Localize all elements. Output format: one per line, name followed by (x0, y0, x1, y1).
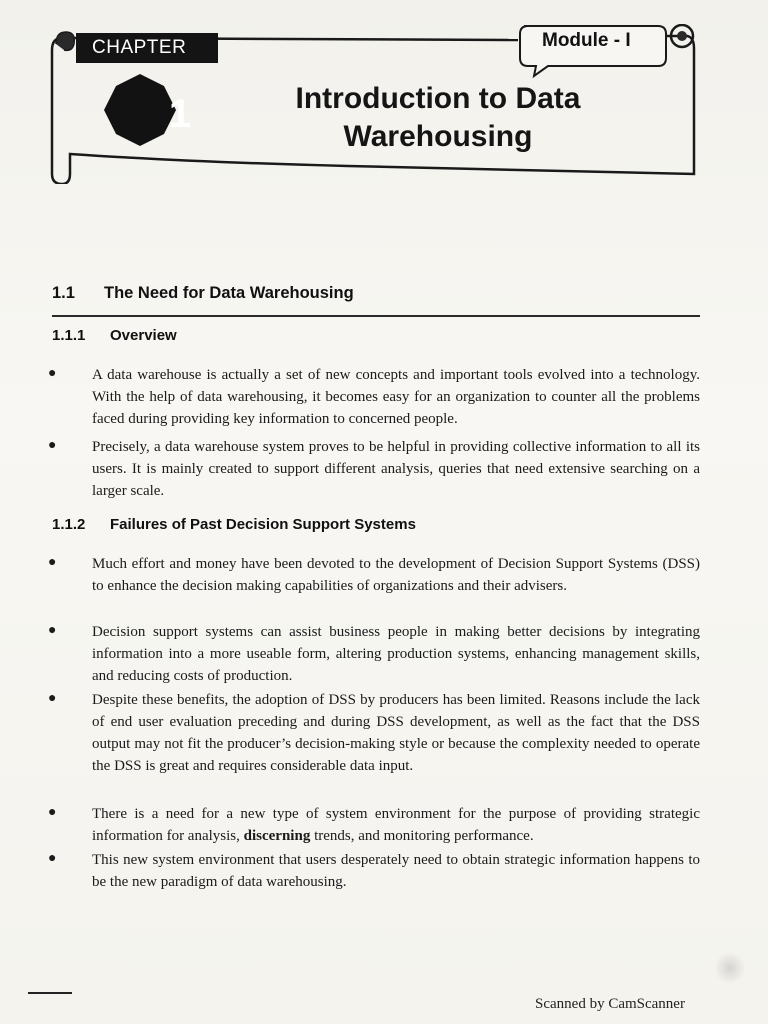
bullet-text: Decision support systems can assist business people in making better decisions by integrating information into a more useable form, altering production systems, enhancing management skills, and reducing costs of production. (92, 624, 700, 684)
bullet-icon: ● (48, 691, 57, 706)
bullet-text-part: There is a need for a new type of system environment for the purpose of providing strategic information for analysis, (92, 806, 700, 844)
chapter-number: 1 (168, 91, 192, 136)
subsection-title: Failures of Past Decision Support Systems (110, 516, 416, 533)
section-heading (52, 284, 354, 303)
chapter-banner (48, 24, 700, 184)
bullet-text: A data warehouse is actually a set of new concepts and important tools evolved into a technology. With the help of data warehousing, it becomes easy for an organization to counter all the problems faced during providing key information to concerned people. (92, 367, 700, 427)
bullet-icon: ● (48, 366, 57, 381)
bullet-icon: ● (48, 805, 57, 820)
bullet-text (92, 803, 700, 847)
chapter-label: CHAPTER (76, 33, 218, 63)
chapter-title-line2: Warehousing (343, 120, 533, 153)
bullet-text-part: trends, and monitoring performance. (310, 828, 534, 844)
section-title: The Need for Data Warehousing (104, 284, 354, 302)
subsection-number: 1.1.1 (52, 327, 86, 344)
bullet-text: Despite these benefits, the adoption of DSS by producers has been limited. Reasons include the lack of end user evaluation preceding and during DSS development, as well as the fact that the DSS output may not fit the producer’s decision-making style or because the complexity needed to operate the DSS is great and requires considerable data input. (92, 692, 700, 774)
chapter-title-line1: Introduction to Data (295, 82, 581, 115)
bold-term: discerning (243, 828, 311, 844)
bullet-icon: ● (48, 623, 57, 638)
bullet-icon: ● (48, 555, 57, 570)
bullet-text: Much effort and money have been devoted to the development of Decision Support Systems (DSS) to enhance the decision making capabilities of organizations and their advisers. (92, 556, 700, 594)
module-label: Module - I (542, 30, 631, 51)
bullet-text: This new system environment that users desperately need to obtain strategic information happens to be the new paradigm of data warehousing. (92, 852, 700, 890)
scan-smudge (716, 950, 744, 986)
section-divider (52, 315, 700, 317)
subsection-title: Overview (110, 327, 177, 344)
footer-mark (28, 992, 72, 994)
section-number: 1.1 (52, 284, 75, 302)
bullet-text: Precisely, a data warehouse system proves to be helpful in providing collective information to all its users. It is mainly created to support different analysis, queries that need extensive searching on a larger scale. (92, 439, 700, 499)
subsection-heading-failures (52, 516, 416, 533)
subsection-heading-overview (52, 327, 177, 344)
subsection-number: 1.1.2 (52, 516, 86, 533)
bullet-icon: ● (48, 851, 57, 866)
chapter-title (248, 80, 628, 156)
bullet-icon: ● (48, 438, 57, 453)
scanner-watermark: Scanned by CamScanner (535, 996, 685, 1012)
